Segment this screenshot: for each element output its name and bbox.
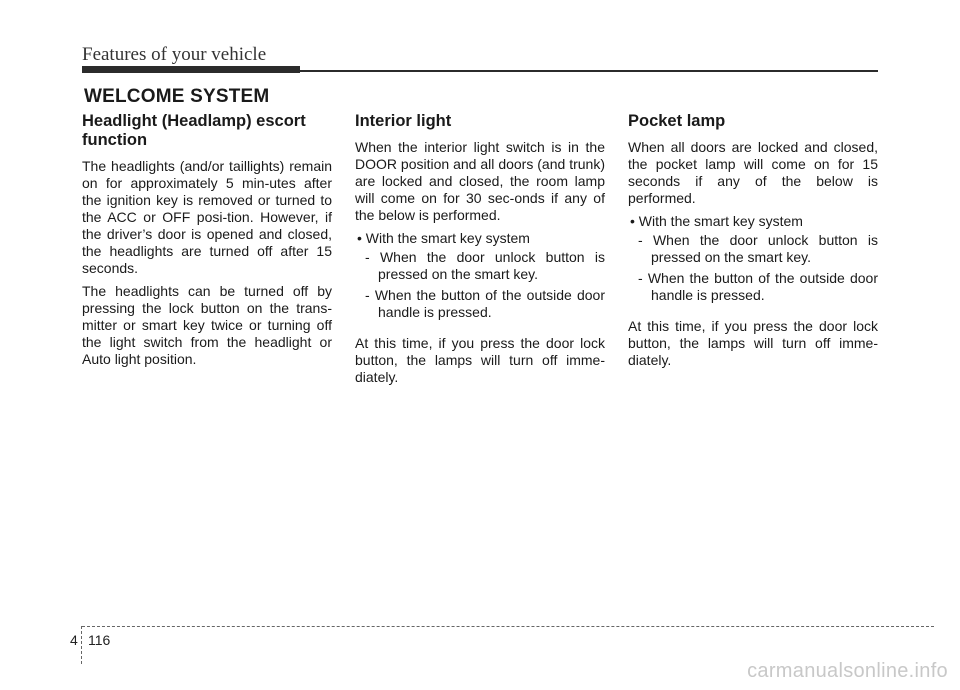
paragraph: At this time, if you press the door lock button, the lamps will turn off imme-diately. (628, 318, 878, 368)
chapter-number: 4 (70, 632, 78, 648)
column-headlight-escort (82, 112, 332, 374)
section-title: WELCOME SYSTEM (84, 86, 270, 107)
column-pocket-lamp (628, 112, 878, 375)
heading-interior-light: Interior light (355, 112, 452, 130)
page-number: 116 (88, 632, 111, 648)
watermark-text: carmanualsonline.info (747, 660, 948, 682)
footer-divider (81, 626, 82, 664)
paragraph: At this time, if you press the door lock button, the lamps will turn off imme-diately. (355, 335, 605, 385)
paragraph: When the interior light switch is in the DOOR position and all doors (and trunk) are locked and closed, the room lamp will come on for 30 sec-onds if any of the below is performed. (355, 139, 605, 223)
heading-headlight-escort: Headlight (Headlamp) escort function (82, 112, 306, 149)
paragraph: When all doors are locked and closed, the pocket lamp will come on for 15 seconds if any of the below is performed. (628, 139, 878, 206)
running-header: Features of your vehicle (82, 44, 267, 65)
paragraph: The headlights can be turned off by pressing the lock button on the trans-mitter or smart key twice or turning off the light switch from the headlight or Auto light position. (82, 283, 332, 367)
footer-rule (82, 626, 934, 627)
sub-item: - When the door unlock button is pressed on the smart key. (638, 232, 878, 265)
heading-pocket-lamp: Pocket lamp (628, 112, 726, 130)
header-bar (82, 66, 300, 73)
sub-item: - When the button of the outside door handle is pressed. (365, 287, 605, 320)
header-rule (300, 70, 878, 72)
sub-item: - When the button of the outside door handle is pressed. (638, 270, 878, 303)
column-interior-light (355, 112, 605, 392)
bullet-item: • With the smart key system (630, 213, 803, 229)
bullet-item: • With the smart key system (357, 230, 530, 246)
sub-item: - When the door unlock button is pressed on the smart key. (365, 249, 605, 282)
paragraph: The headlights (and/or taillights) remain on for approximately 5 min-utes after the ignition key is removed or turned to the ACC or OFF posi-tion. However, if the driver’s door is opened and closed, the headlights are turned off after 15 seconds. (82, 158, 332, 276)
